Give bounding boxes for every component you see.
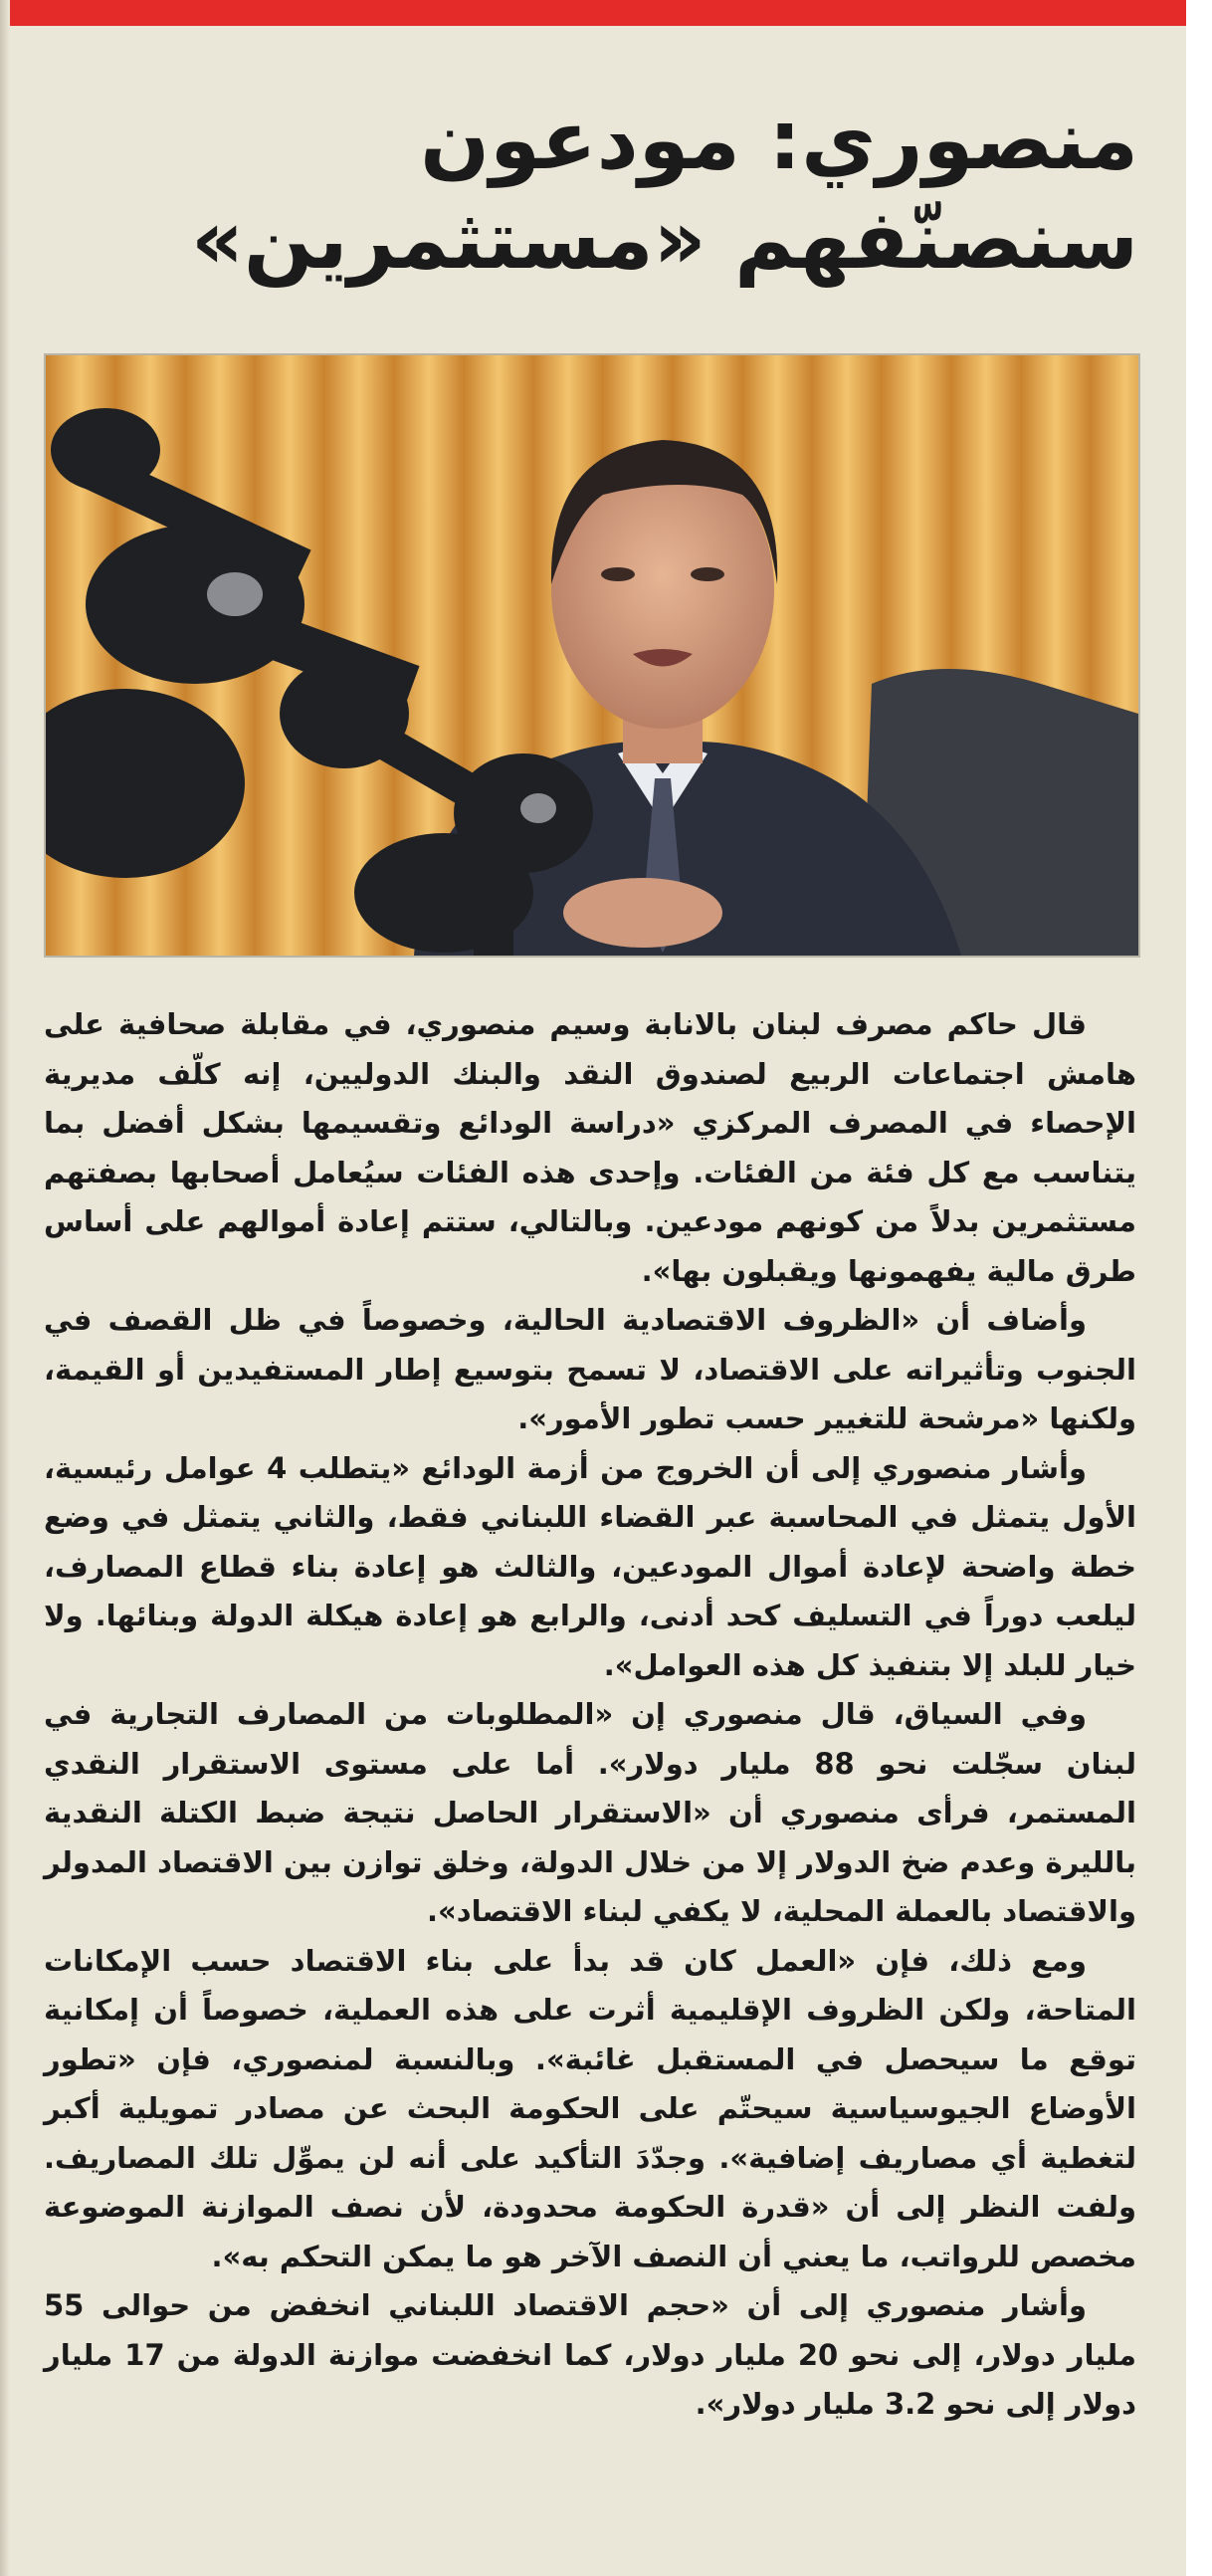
page-fold-shadow: [0, 0, 10, 2576]
article-paragraph: قال حاكم مصرف لبنان بالانابة وسيم منصوري، في مقابلة صحافية على هامش اجتماعات الربيع لصندوق النقد والبنك الدوليين، إنه كلّف مديرية الإحصاء في المصرف المركزي «دراسة الودائع وتقسيمها بشكل أفضل بما يتناسب مع كل فئة من الفئات. وإحدى هذه الفئات سيُعامل أصحابها بصفتهم مستثمرين بدلاً من كونهم مودعين. وبالتالي، ستتم إعادة أموالهم على أساس طرق مالية يفهمونها ويقبلون بها».: [44, 1007, 1136, 1288]
article-paragraph: وفي السياق، قال منصوري إن «المطلوبات من المصارف التجارية في لبنان سجّلت نحو 88 مليار دولار». أما على مستوى الاستقرار النقدي المستمر، فرأى منصوري أن «الاستقرار الحاصل نتيجة ضبط الكتلة النقدية بالليرة وعدم ضخ الدولار إلا من خلال الدولة، وخلق توازن بين الاقتصاد المدولر والاقتصاد بالعملة المحلية، لا يكفي لبناء الاقتصاد».: [44, 1697, 1136, 1928]
article-paragraph: وأضاف أن «الظروف الاقتصادية الحالية، وخصوصاً في ظل القصف في الجنوب وتأثيراته على الاقتصاد، لا تسمح بتوسيع إطار المستفيدين أو القيمة، ولكنها «مرشحة للتغيير حسب تطور الأمور».: [44, 1303, 1136, 1435]
photo-icon: [46, 355, 1138, 956]
article-paragraph: وأشار منصوري إلى أن «حجم الاقتصاد اللبناني انخفض من حوالى 55 مليار دولار، إلى نحو 20 مليار دولار، كما انخفضت موازنة الدولة من 17 مليار دولار إلى نحو 3.2 مليار دولار».: [44, 2288, 1136, 2421]
article-paragraph: ومع ذلك، فإن «العمل كان قد بدأ على بناء الاقتصاد حسب الإمكانات المتاحة، ولكن الظروف الإقليمية أثرت على هذه العملية، خصوصاً أن إمكانية توقع ما سيحصل في المستقبل غائبة». وبالنسبة لمنصوري، فإن «تطور الأوضاع الجيوسياسية سيحتّم على الحكومة البحث عن مصادر تمويلية أكبر لتغطية أي مصاريف إضافية». وجدّدَ التأكيد على أنه لن يموِّل تلك المصاريف. ولفت النظر إلى أن «قدرة الحكومة محدودة، لأن نصف الموازنة الموضوعة مخصص للرواتب، ما يعني أن النصف الآخر هو ما يمكن التحكم به».: [44, 1943, 1136, 2273]
article-paragraph: وأشار منصوري إلى أن الخروج من أزمة الودائع «يتطلب 4 عوامل رئيسية، الأول يتمثل في المحاسبة عبر القضاء اللبناني فقط، والثاني يتمثل في وضع خطة واضحة لإعادة أموال المودعين، والثالث هو إعادة بناء قطاع المصارف، ليلعب دوراً في التسليف كحد أدنى، والرابع هو إعادة هيكلة الدولة وبنائها. ولا خيار للبلد إلا بتنفيذ كل هذه العوامل».: [44, 1450, 1136, 1682]
article-photo: [44, 353, 1140, 958]
article-body: [44, 1000, 1136, 2430]
page-margin: [1186, 0, 1212, 2576]
top-accent-bar: [0, 0, 1186, 26]
headline-line-1: منصوري: مودعون: [420, 94, 1138, 188]
article-headline: [143, 92, 1138, 291]
headline-line-2: سنصنّفهم «مستثمرين»: [190, 193, 1138, 288]
